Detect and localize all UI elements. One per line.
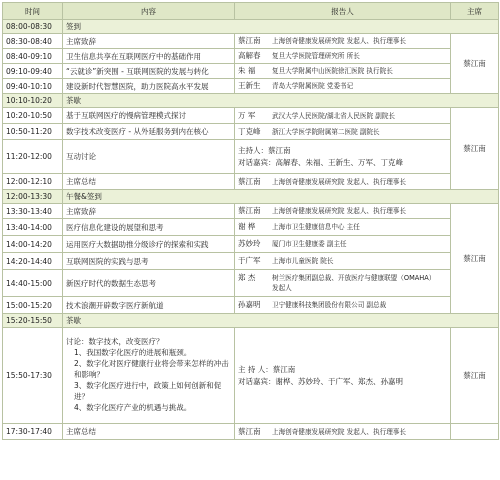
- content-cell: 互联网医院的实践与思考: [63, 253, 235, 270]
- speaker-cell: [235, 34, 451, 49]
- speaker-name: 郑 杰: [238, 273, 256, 283]
- speaker-desc: 复旦大学医院管理研究所 所长: [272, 52, 360, 61]
- content-cell: 茶歇: [63, 314, 499, 328]
- discussion-point: 1、我国数字化医疗的进展和瓶颈。: [74, 348, 192, 358]
- table-row: [3, 297, 499, 314]
- content-cell: 主席总结: [63, 174, 235, 190]
- speaker-cell: [235, 270, 451, 297]
- speaker-name: 蔡江南: [238, 36, 261, 46]
- speaker-desc: 武汉大学人民医院/湖北省人民医院 副院长: [272, 111, 396, 120]
- moderator-label: 主 持 人：: [238, 364, 273, 374]
- time-cell: 15:20-15:50: [3, 314, 63, 328]
- speaker-desc: 厦门市卫生健康委 副主任: [272, 240, 347, 249]
- time-cell: 10:10-10:20: [3, 94, 63, 108]
- table-row: [3, 219, 499, 236]
- speaker-cell: [235, 328, 451, 424]
- table-row: [3, 424, 499, 440]
- speaker-cell: [235, 49, 451, 64]
- table-row: [3, 34, 499, 49]
- time-cell: 17:30-17:40: [3, 424, 63, 440]
- content-cell: 新医疗时代的数据生态思考: [63, 270, 235, 297]
- discussion-cell: [63, 328, 235, 424]
- speaker-desc: 上海创奇健康发展研究院 发起人、执行理事长: [272, 177, 406, 186]
- speaker-cell: [235, 140, 451, 174]
- discussion-point: 2、数字化对医疗健康行业将会带来怎样的冲击和影响？: [74, 359, 229, 380]
- speaker-desc-cont: 发起人: [272, 284, 292, 292]
- table-row: [3, 236, 499, 253]
- time-cell: 08:00-08:30: [3, 20, 63, 34]
- time-cell: 10:20-10:50: [3, 108, 63, 124]
- header-time: 时间: [3, 3, 63, 20]
- chair-cell: [451, 424, 499, 440]
- speaker-cell: [235, 108, 451, 124]
- guests-label: 对话嘉宾：: [238, 157, 276, 167]
- agenda-table: [2, 2, 499, 440]
- content-cell: 技术浪潮开辟数字医疗新航道: [63, 297, 235, 314]
- discussion-point: 3、数字化医疗进行中，政策上如何创新和促进？: [74, 380, 222, 401]
- speaker-desc: 上海创奇健康发展研究院 发起人、执行理事长: [272, 37, 406, 46]
- speaker-name: 高解春: [238, 51, 261, 61]
- time-cell: 10:50-11:20: [3, 124, 63, 140]
- chair-cell: 蔡江南: [451, 34, 499, 94]
- table-row: [3, 314, 499, 328]
- discussion-title: 讨论：数字技术，改变医疗？: [66, 337, 164, 347]
- table-row: [3, 174, 499, 190]
- speaker-name: 孙嘉明: [238, 300, 261, 310]
- table-row: [3, 140, 499, 174]
- content-cell: 卫生信息共享在互联网医疗中的基础作用: [63, 49, 235, 64]
- content-cell: 互动讨论: [63, 140, 235, 174]
- speaker-desc: 复旦大学附属中山医院徐汇医院 执行院长: [272, 67, 393, 76]
- chair-cell: 蔡江南: [451, 204, 499, 314]
- time-cell: 13:40-14:00: [3, 219, 63, 236]
- content-cell: 数字技术改变医疗 - 从外延服务到内在核心: [63, 124, 235, 140]
- header-row: [3, 3, 499, 20]
- content-cell: 医疗信息化建设的展望和思考: [63, 219, 235, 236]
- time-cell: 13:30-13:40: [3, 204, 63, 219]
- speaker-cell: [235, 297, 451, 314]
- time-cell: 14:40-15:00: [3, 270, 63, 297]
- speaker-name: 苏妙玲: [238, 239, 261, 249]
- table-row: [3, 270, 499, 297]
- table-row: [3, 108, 499, 124]
- header-speaker: 报告人: [235, 3, 451, 20]
- table-row: [3, 94, 499, 108]
- content-cell: 主席总结: [63, 424, 235, 440]
- speaker-desc: 青岛大学附属医院 党委书记: [272, 82, 354, 91]
- speaker-name: 蔡江南: [238, 206, 261, 216]
- moderator-name: 蔡江南: [268, 145, 291, 155]
- speaker-desc: 浙江大学医学院附属第二医院 副院长: [272, 127, 380, 136]
- speaker-desc: 上海创奇健康发展研究院 发起人、执行理事长: [272, 207, 406, 216]
- table-row: [3, 20, 499, 34]
- time-cell: 11:20-12:00: [3, 140, 63, 174]
- table-row: [3, 204, 499, 219]
- moderator-label: 主持人：: [238, 145, 268, 155]
- table-row: [3, 79, 499, 94]
- content-cell: 运用医疗大数据助推分级诊疗的探索和实践: [63, 236, 235, 253]
- guests-label: 对话嘉宾：: [238, 376, 276, 386]
- speaker-name: 谢 桦: [238, 222, 256, 232]
- speaker-name: 王新生: [238, 81, 261, 91]
- table-row: [3, 190, 499, 204]
- moderator-name: 蔡江南: [272, 364, 296, 374]
- speaker-desc: 上海市儿童医院 院长: [272, 257, 334, 266]
- table-row: [3, 49, 499, 64]
- speaker-cell: [235, 424, 451, 440]
- speaker-name: 朱 福: [238, 66, 256, 76]
- time-cell: 12:00-12:10: [3, 174, 63, 190]
- content-cell: 基于互联网医疗的慢病管理模式探讨: [63, 108, 235, 124]
- time-cell: 08:40-09:10: [3, 49, 63, 64]
- content-cell: 午餐&签到: [63, 190, 499, 204]
- content-cell: 茶歇: [63, 94, 499, 108]
- speaker-name: 万 军: [238, 110, 256, 120]
- chair-cell: 蔡江南: [451, 328, 499, 424]
- chair-cell: 蔡江南: [451, 108, 499, 190]
- guests-names: 谢桦、苏妙玲、于广军、郑杰、孙嘉明: [275, 376, 403, 386]
- speaker-cell: [235, 236, 451, 253]
- time-cell: 15:00-15:20: [3, 297, 63, 314]
- header-chair: 主席: [451, 3, 499, 20]
- content-cell: 签到: [63, 20, 499, 34]
- speaker-desc: 树兰医疗集团副总裁、开放医疗与健康联盟（OMAHA）: [272, 274, 436, 283]
- speaker-cell: [235, 64, 451, 79]
- content-cell: 主席致辞: [63, 204, 235, 219]
- speaker-cell: [235, 79, 451, 94]
- speaker-cell: [235, 253, 451, 270]
- speaker-cell: [235, 124, 451, 140]
- speaker-name: 蔡江南: [238, 426, 261, 436]
- speaker-cell: [235, 204, 451, 219]
- guests-names: 高解春、朱福、王新生、万军、丁克峰: [275, 157, 403, 167]
- speaker-cell: [235, 219, 451, 236]
- speaker-desc: 卫宁健康科技集团股份有限公司 副总裁: [272, 301, 387, 310]
- content-cell: 主席致辞: [63, 34, 235, 49]
- time-cell: 15:50-17:30: [3, 328, 63, 424]
- speaker-desc: 上海创奇健康发展研究院 发起人、执行理事长: [272, 427, 406, 436]
- time-cell: 12:00-13:30: [3, 190, 63, 204]
- table-row: [3, 328, 499, 424]
- speaker-name: 蔡江南: [238, 176, 261, 186]
- speaker-name: 于广军: [238, 256, 261, 266]
- time-cell: 08:30-08:40: [3, 34, 63, 49]
- speaker-desc: 上海市卫生健康信息中心 主任: [272, 223, 360, 232]
- time-cell: 14:00-14:20: [3, 236, 63, 253]
- time-cell: 09:40-10:10: [3, 79, 63, 94]
- header-content: 内容: [63, 3, 235, 20]
- table-row: [3, 124, 499, 140]
- speaker-name: 丁克峰: [238, 126, 261, 136]
- time-cell: 09:10-09:40: [3, 64, 63, 79]
- speaker-cell: [235, 174, 451, 190]
- table-row: [3, 64, 499, 79]
- time-cell: 14:20-14:40: [3, 253, 63, 270]
- table-row: [3, 253, 499, 270]
- discussion-point: 4、数字化医疗产业的机遇与挑战。: [74, 402, 192, 412]
- content-cell: “云就诊”新突围 - 互联网医院的发展与转化: [63, 64, 235, 79]
- content-cell: 建设新时代智慧医院，助力医院高水平发展: [63, 79, 235, 94]
